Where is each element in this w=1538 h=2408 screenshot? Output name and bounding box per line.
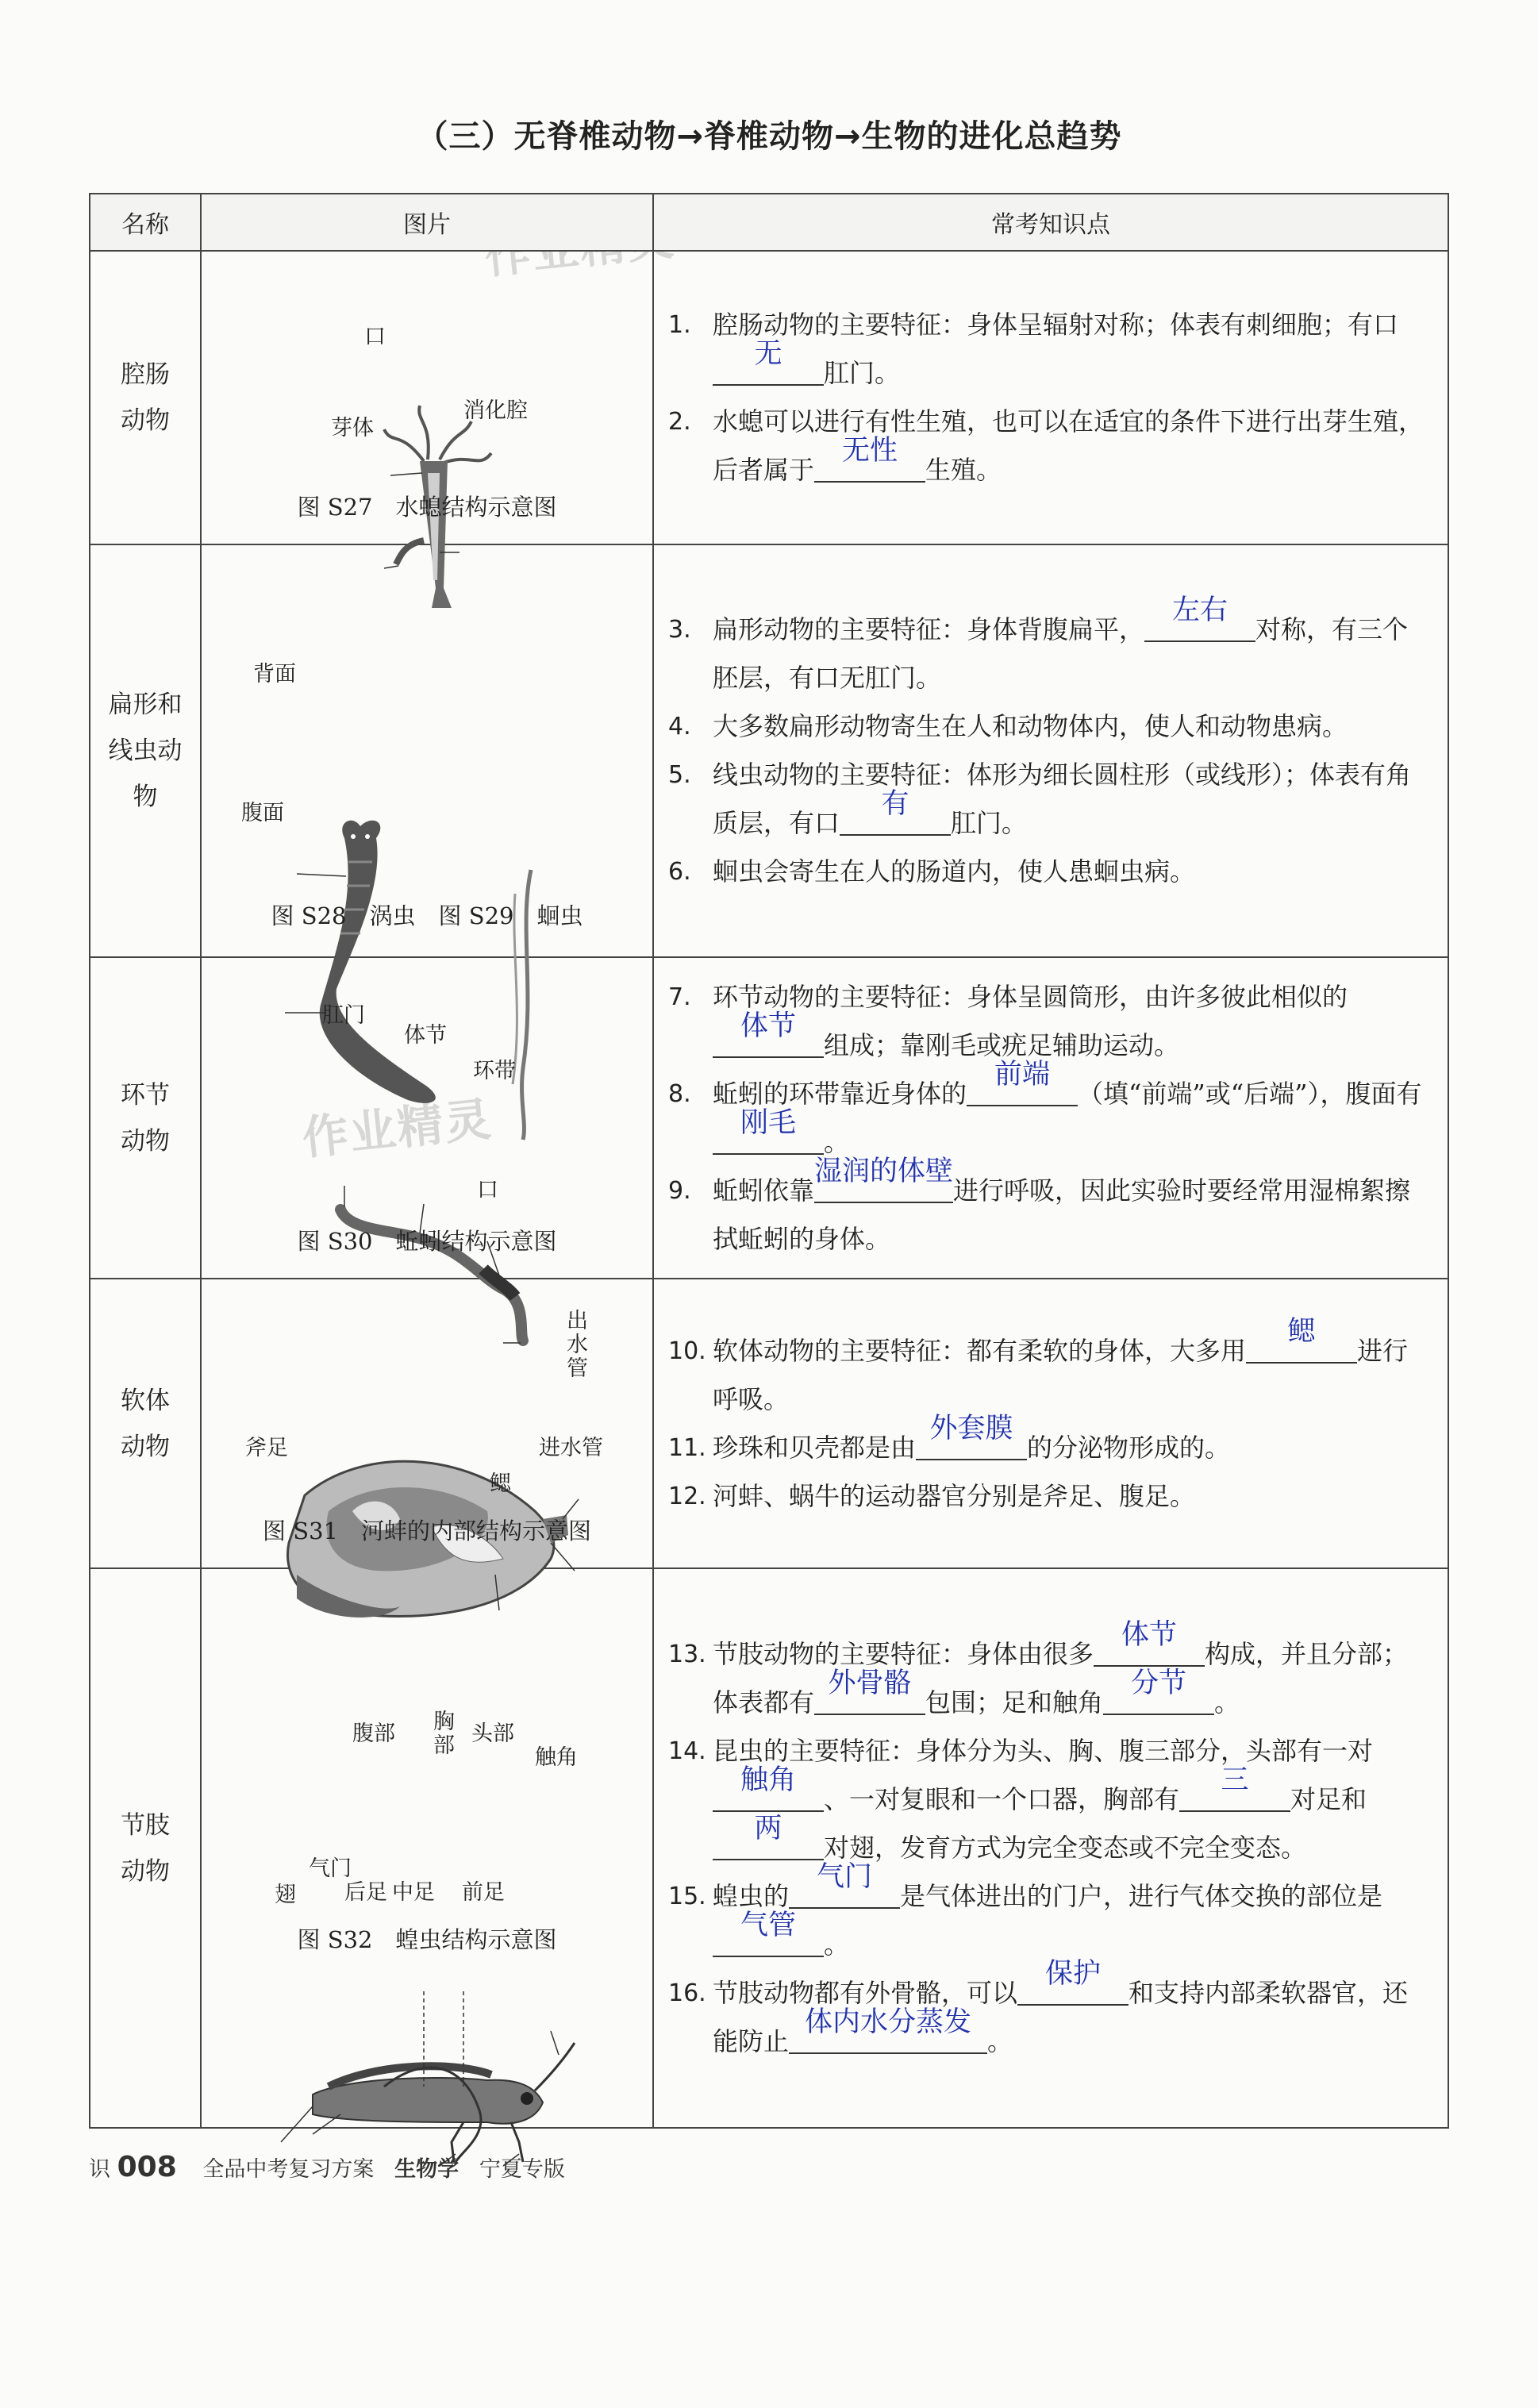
figure-caption: 图 S31 河蚌的内部结构示意图 [263,1518,591,1544]
knowledge-item: 15. 蝗虫的气门是气体进出的门户，进行气体交换的部位是气管。 [668,1861,1383,1960]
figure-caption: 图 S28 涡虫 图 S29 蛔虫 [271,902,583,929]
label-wing: 翅 [275,1883,296,1907]
answer-blank: 体节 [713,1021,824,1058]
label-belly: 腹面 [241,801,284,825]
answer-blank: 外套膜 [916,1424,1027,1460]
footer-series: 全品中考复习方案 [202,2157,375,2182]
label-foot: 斧足 [245,1436,288,1460]
knowledge-item: 14. 昆虫的主要特征：身体分为头、胸、腹三部分，头部有一对触角、一对复眼和一个口器，胸部有三对足和两对翅，发育方式为完全变态或不完全变态。 [668,1736,1374,1863]
table-row [90,1568,1448,2128]
answer-blank: 无 [713,349,824,386]
knowledge-item: 12. 河蚌、蜗牛的运动器官分别是斧足、腹足。 [668,1480,1196,1511]
header-picture: 图片 [201,194,653,251]
figure-caption: 图 S32 蝗虫结构示意图 [297,1926,557,1953]
figure-caption: 图 S30 蚯蚓结构示意图 [297,1228,557,1255]
knowledge-item: 16. 节肢动物都有外骨骼，可以保护和支持内部柔软器官，还能防止体内水分蒸发。 [668,1958,1409,2056]
knowledge-item: 8. 蚯蚓的环带靠近身体的前端（填“前端”或“后端”），腹面有刚毛。 [668,1058,1422,1157]
label-thorax: 胸部 [433,1710,455,1758]
label-back: 背面 [253,662,296,687]
knowledge-cell [653,957,1448,1279]
answer-blank: 湿润的体壁 [814,1167,953,1203]
label-antenna: 触角 [535,1745,578,1770]
header-name: 名称 [90,194,201,251]
label-clitellum: 环带 [473,1059,516,1083]
row-name: 节肢动物 [90,1568,201,2128]
answer-blank: 有 [840,799,951,836]
answer-blank: 外骨骼 [814,1679,925,1715]
knowledge-item: 7. 环节动物的主要特征：身体呈圆筒形，由许多彼此相似的体节组成；靠刚毛或疣足辅助运动。 [668,981,1348,1060]
knowledge-item: 3. 扁形动物的主要特征：身体背腹扁平，左右对称，有三个胚层，有口无肛门。 [668,594,1409,693]
label-hindleg: 后足 [344,1880,387,1905]
label-anus: 肛门 [322,1003,365,1028]
answer-blank: 刚毛 [713,1118,824,1155]
answer-blank: 前端 [967,1070,1078,1106]
answer-blank: 体内水分蒸发 [789,2018,987,2054]
label-outflow: 出水管 [567,1309,588,1381]
label-midleg: 中足 [392,1880,435,1905]
row-name: 软体动物 [90,1279,201,1568]
knowledge-item: 4. 大多数扁形动物寄生在人和动物体内，使人和动物患病。 [668,711,1348,741]
picture-cell [201,544,653,957]
watermark: 作业精灵 [299,1091,495,1166]
answer-blank: 左右 [1144,606,1255,642]
knowledge-item: 10. 软体动物的主要特征：都有柔软的身体，大多用鳃进行呼吸。 [668,1315,1409,1414]
table-header [90,194,1448,251]
label-mouth: 口 [477,1178,498,1202]
answer-blank: 鳃 [1246,1327,1357,1364]
knowledge-cell [653,1568,1448,2128]
picture-cell [201,251,653,544]
label-gill: 鳃 [490,1471,511,1496]
label-inflow: 进水管 [539,1436,603,1460]
row-name: 环节动物 [90,957,201,1279]
footer-edition: 宁夏专版 [479,2157,565,2182]
knowledge-item: 13. 节肢动物的主要特征：身体由很多体节构成，并且分部；体表都有外骨骼包围；足和触角分节。 [668,1619,1409,1718]
knowledge-cell [653,251,1448,544]
answer-blank: 两 [713,1824,824,1860]
knowledge-item: 2. 水螅可以进行有性生殖，也可以在适宜的条件下进行出芽生殖，后者属于无性生殖。 [668,406,1425,485]
knowledge-item: 9. 蚯蚓依靠湿润的体壁进行呼吸，因此实验时要经常用湿棉絮擦拭蚯蚓的身体。 [668,1155,1411,1254]
table-row [90,544,1448,957]
knowledge-item: 11. 珍珠和贝壳都是由外套膜的分泌物形成的。 [668,1412,1231,1463]
label-foreleg: 前足 [462,1880,505,1905]
page-number: 008 [117,2151,177,2183]
answer-blank: 触角 [713,1775,824,1812]
knowledge-item: 6. 蛔虫会寄生在人的肠道内，使人患蛔虫病。 [668,856,1196,887]
page-footer [89,2151,565,2183]
label-head: 头部 [471,1721,514,1746]
figure-caption: 图 S27 水螅结构示意图 [297,494,557,521]
label-cavity: 消化腔 [463,398,528,423]
label-abdomen: 腹部 [352,1721,395,1746]
label-segment: 体节 [404,1023,447,1048]
answer-blank: 三 [1179,1775,1290,1812]
answer-blank: 无性 [814,446,925,483]
footer-subject: 生物学 [394,2157,459,2182]
knowledge-item: 5. 线虫动物的主要特征：体形为细长圆柱形（或线形）；体表有角质层，有口有肛门。 [668,760,1412,838]
table-row [90,251,1448,544]
answer-blank: 气管 [713,1921,824,1957]
picture-cell [201,1279,653,1568]
table-row [90,1279,1448,1568]
row-name: 扁形和线虫动物 [90,544,201,957]
answer-blank: 体节 [1094,1630,1205,1667]
row-name: 腔肠动物 [90,251,201,544]
label-spiracle: 气门 [309,1856,352,1881]
knowledge-table [89,193,1449,2129]
label-mouth: 口 [364,325,386,349]
answer-blank: 气门 [789,1872,900,1909]
answer-blank: 分节 [1103,1679,1214,1715]
section-title: （三）无脊椎动物→脊椎动物→生物的进化总趋势 [416,118,1122,155]
knowledge-item: 1. 腔肠动物的主要特征：身体呈辐射对称；体表有刺细胞；有口无肛门。 [668,310,1399,388]
footer-prefix: 识 [89,2157,110,2182]
header-knowledge: 常考知识点 [653,194,1448,251]
picture-cell [201,957,653,1279]
knowledge-cell [653,544,1448,957]
picture-cell [201,1568,653,2128]
label-bud: 芽体 [331,416,374,440]
knowledge-cell [653,1279,1448,1568]
answer-blank: 保护 [1017,1969,1129,2006]
table-row [90,957,1448,1279]
